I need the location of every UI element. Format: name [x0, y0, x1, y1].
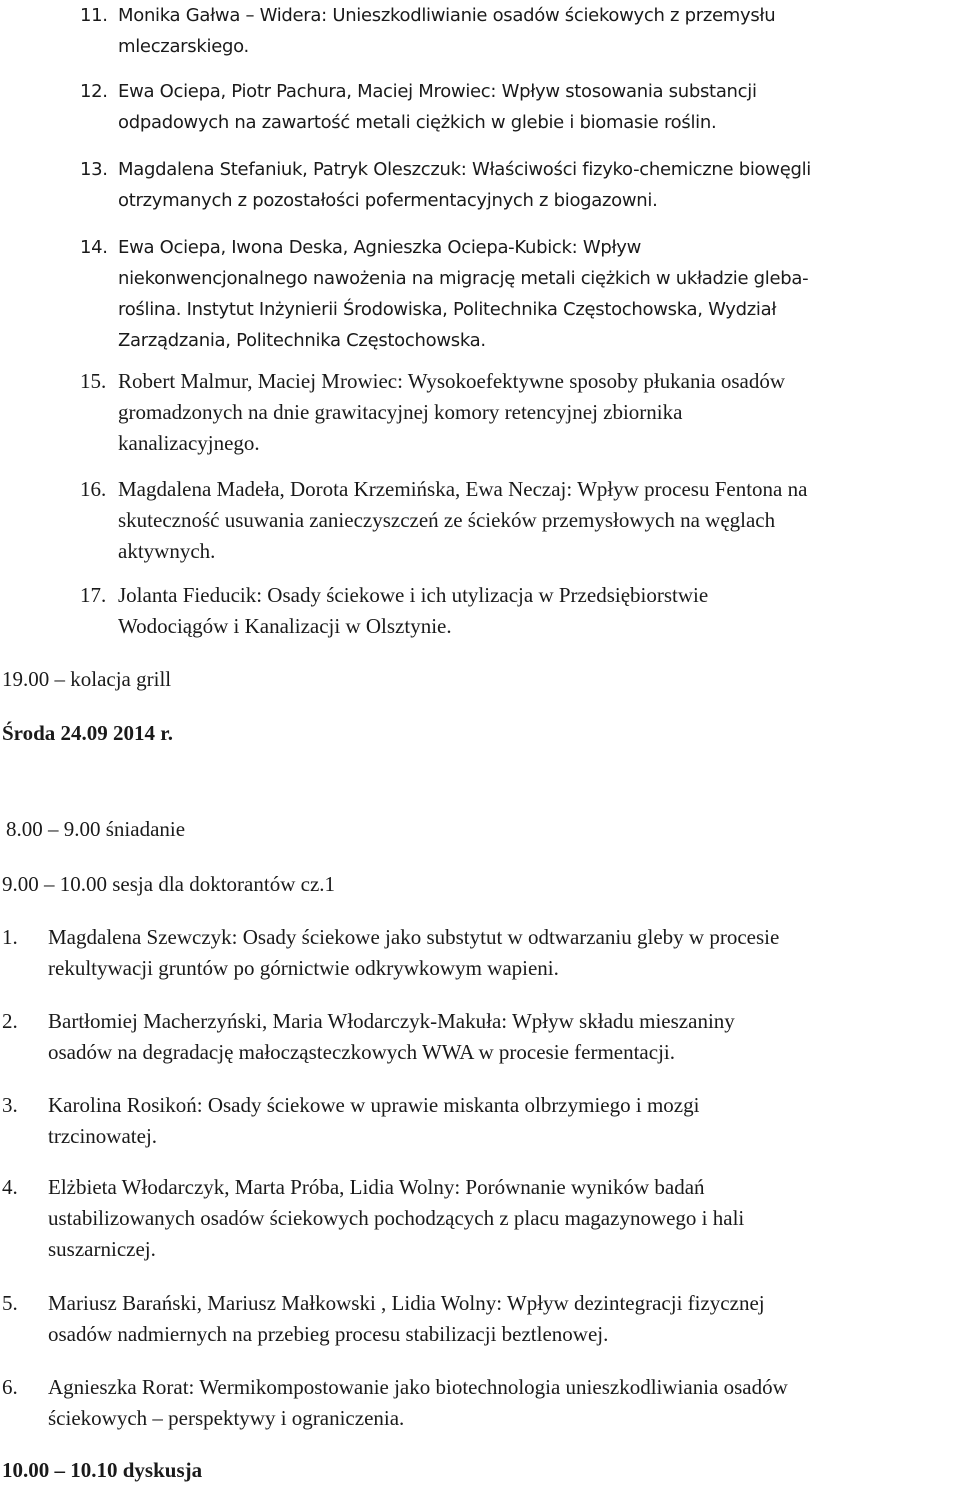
- item-number: 11.: [80, 5, 108, 26]
- session-heading: 9.00 – 10.00 sesja dla doktorantów cz.1: [2, 872, 336, 896]
- item-line: Bartłomiej Macherzyński, Maria Włodarczyk-Makuła: Wpływ składu mieszaniny: [48, 1009, 735, 1033]
- item-number: 17.: [80, 583, 107, 607]
- item-number: 15.: [80, 369, 107, 393]
- item-line: Agnieszka Rorat: Wermikompostowanie jako biotechnologia unieszkodliwiania osadów: [48, 1375, 788, 1399]
- item-line: Elżbieta Włodarczyk, Marta Próba, Lidia Wolny: Porównanie wyników badań: [48, 1175, 705, 1199]
- item-number: 5.: [2, 1291, 18, 1315]
- item-number: 14.: [80, 237, 108, 258]
- item-line: Monika Gałwa – Widera: Unieszkodliwianie osadów ściekowych z przemysłu: [118, 5, 776, 26]
- discussion-time: 10.00 – 10.10 dyskusja: [2, 1458, 203, 1482]
- item-line: Ewa Ociepa, Iwona Deska, Agnieszka Ociepa-Kubick: Wpływ: [118, 237, 642, 258]
- item-line: gromadzonych na dnie grawitacyjnej komory retencyjnej zbiornika: [118, 400, 683, 424]
- item-line: niekonwencjonalnego nawożenia na migrację metali ciężkich w układzie gleba-: [118, 268, 809, 289]
- item-line: roślina. Instytut Inżynierii Środowiska, Politechnika Częstochowska, Wydział: [118, 299, 777, 320]
- item-line: Magdalena Szewczyk: Osady ściekowe jako substytut w odtwarzaniu gleby w procesie: [48, 925, 780, 949]
- item-line: odpadowych na zawartość metali ciężkich w glebie i biomasie roślin.: [118, 112, 717, 133]
- day-heading: Środa 24.09 2014 r.: [2, 721, 173, 745]
- item-number: 16.: [80, 477, 107, 501]
- item-line: osadów nadmiernych na przebieg procesu stabilizacji beztlenowej.: [48, 1322, 609, 1346]
- item-line: rekultywacji gruntów po górnictwie odkrywkowym wapieni.: [48, 956, 559, 980]
- item-number: 3.: [2, 1093, 18, 1117]
- item-line: Jolanta Fieducik: Osady ściekowe i ich utylizacja w Przedsiębiorstwie: [118, 583, 709, 607]
- item-line: ustabilizowanych osadów ściekowych pochodzących z placu magazynowego i hali: [48, 1206, 745, 1230]
- item-line: otrzymanych z pozostałości pofermentacyjnych z biogazowni.: [118, 190, 658, 211]
- item-line: Magdalena Stefaniuk, Patryk Oleszczuk: Właściwości fizyko-chemiczne biowęgli: [118, 159, 811, 180]
- item-line: Wodociągów i Kanalizacji w Olsztynie.: [118, 614, 452, 638]
- breakfast-time: 8.00 – 9.00 śniadanie: [6, 817, 186, 841]
- item-number: 2.: [2, 1009, 18, 1033]
- item-line: trzcinowatej.: [48, 1124, 158, 1148]
- item-line: Ewa Ociepa, Piotr Pachura, Maciej Mrowiec: Wpływ stosowania substancji: [118, 81, 757, 102]
- item-line: suszarniczej.: [48, 1237, 156, 1261]
- item-line: aktywnych.: [118, 539, 216, 563]
- item-line: Magdalena Madeła, Dorota Krzemińska, Ewa Neczaj: Wpływ procesu Fentona na: [118, 477, 808, 501]
- item-line: mleczarskiego.: [118, 36, 249, 57]
- item-line: ściekowych – perspektywy i ograniczenia.: [48, 1406, 405, 1430]
- item-line: osadów na degradację małocząsteczkowych WWA w procesie fermentacji.: [48, 1040, 675, 1064]
- item-line: kanalizacyjnego.: [118, 431, 260, 455]
- item-line: Robert Malmur, Maciej Mrowiec: Wysokoefektywne sposoby płukania osadów: [118, 369, 786, 393]
- item-number: 12.: [80, 81, 108, 102]
- dinner-time: 19.00 – kolacja grill: [2, 667, 172, 691]
- item-number: 6.: [2, 1375, 18, 1399]
- item-line: Mariusz Barański, Mariusz Małkowski , Lidia Wolny: Wpływ dezintegracji fizycznej: [48, 1291, 765, 1315]
- item-line: Karolina Rosikoń: Osady ściekowe w uprawie miskanta olbrzymiego i mozgi: [48, 1093, 700, 1117]
- item-number: 1.: [2, 925, 18, 949]
- item-line: Zarządzania, Politechnika Częstochowska.: [118, 330, 486, 351]
- item-number: 4.: [2, 1175, 18, 1199]
- item-number: 13.: [80, 159, 108, 180]
- item-line: skuteczność usuwania zanieczyszczeń ze ścieków przemysłowych na węglach: [118, 508, 776, 532]
